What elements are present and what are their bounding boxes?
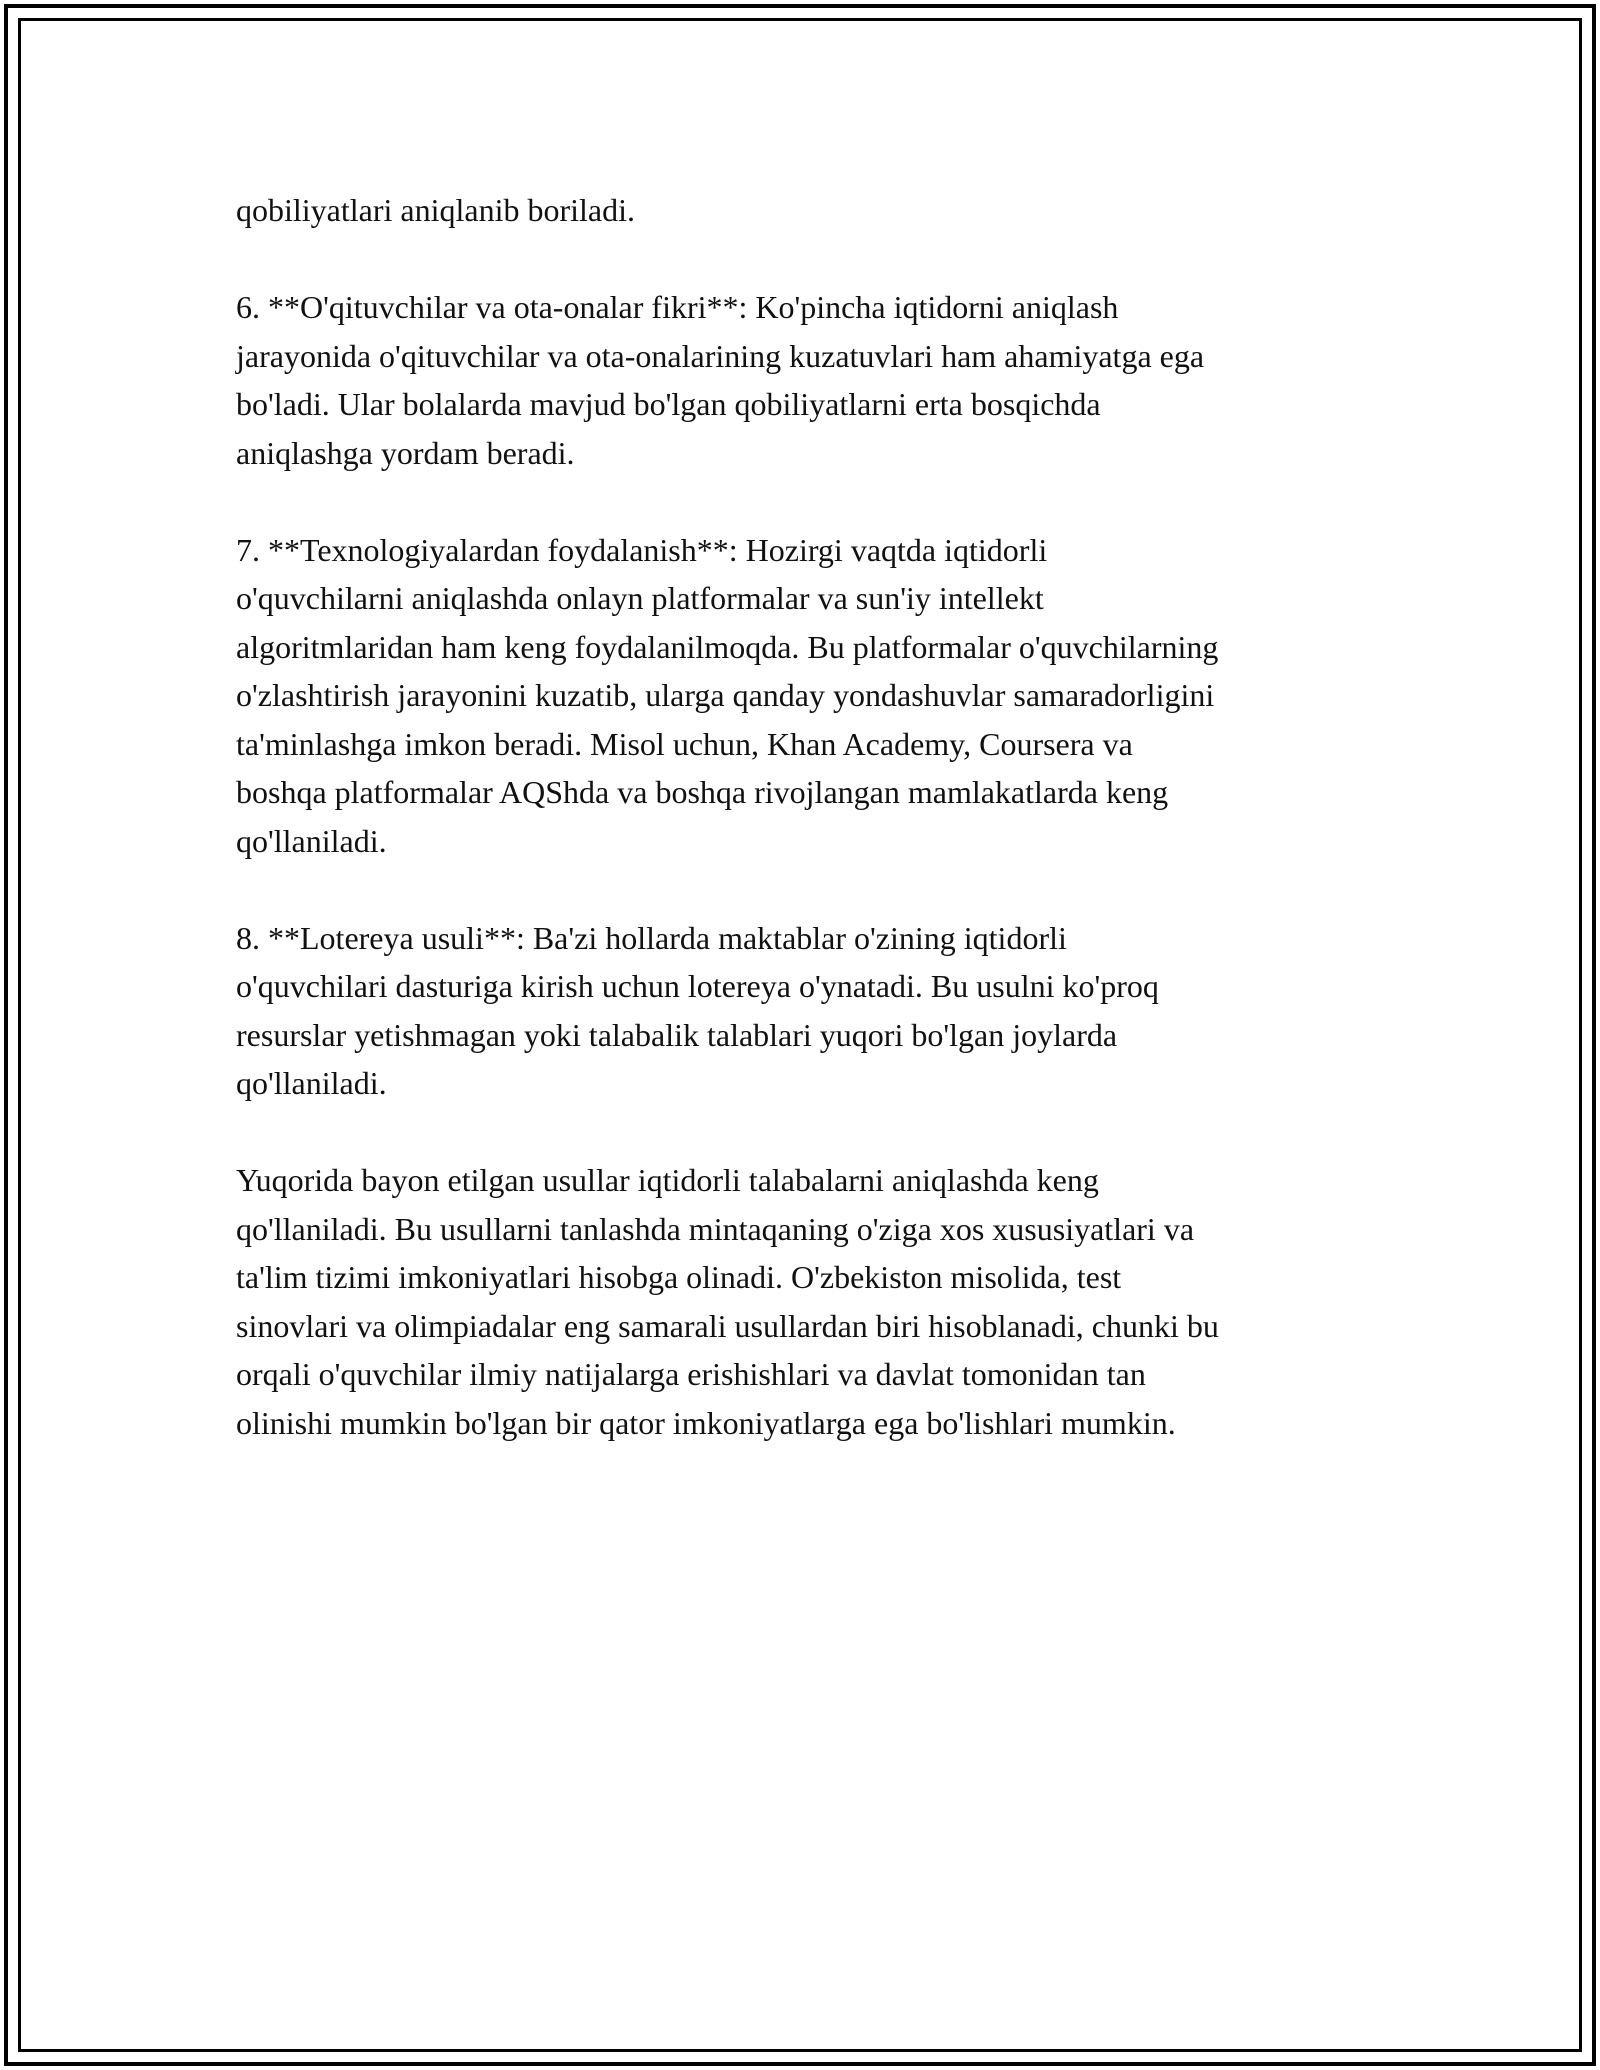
paragraph-item-6 <box>236 283 1386 477</box>
text-line: ta'minlashga imkon beradi. Misol uchun, Khan Academy, Coursera va <box>236 725 1133 762</box>
paragraph-item-8 <box>236 914 1386 1108</box>
text-line: ta'lim tizimi imkoniyatlari hisobga olinadi. O'zbekiston misolida, test <box>236 1259 1122 1295</box>
text-line: boshqa platformalar AQShda va boshqa rivojlangan mamlakatlarda keng <box>236 774 1169 810</box>
text-line: algoritmlaridan ham keng foydalanilmoqda. Bu platformalar o'quvchilarning <box>236 628 1219 665</box>
text-line: o'zlashtirish jarayonini kuzatib, ularga qanday yondashuvlar samaradorligini <box>236 677 1215 713</box>
text-line: qo'llaniladi. <box>236 822 387 859</box>
text-line: resurslar yetishmagan yoki talabalik talablari yuqori bo'lgan joylarda <box>236 1016 1118 1053</box>
text-line: qo'llaniladi. Bu usullarni tanlashda mintaqaning o'ziga xos xususiyatlari va <box>236 1210 1195 1247</box>
text-line: olinishi mumkin bo'lgan bir qator imkoniyatlarga ega bo'lishlari mumkin. <box>236 1404 1176 1441</box>
text-line: bo'ladi. Ular bolalarda mavjud bo'lgan qobiliyatlarni erta bosqichda <box>236 386 1101 422</box>
text-line: o'quvchilari dasturiga kirish uchun lotereya o'ynatadi. Bu usulni ko'proq <box>236 968 1159 1004</box>
text-line: Yuqorida bayon etilgan usullar iqtidorli talabalarni aniqlashda keng <box>236 1162 1099 1198</box>
paragraph-item-7 <box>236 526 1386 866</box>
document-body <box>236 186 1386 1496</box>
text-line: 8. **Lotereya usuli**: Ba'zi hollarda maktablar o'zining iqtidorli <box>236 919 1067 956</box>
text-line: 6. **O'qituvchilar va ota-onalar fikri**: Ko'pincha iqtidorni aniqlash <box>236 289 1119 325</box>
text-line: jarayonida o'qituvchilar va ota-onalarining kuzatuvlari ham ahamiyatga ega <box>236 337 1205 374</box>
paragraph-conclusion <box>236 1156 1386 1447</box>
text-line: o'quvchilarni aniqlashda onlayn platformalar va sun'iy intellekt <box>236 580 1044 616</box>
text-line: qobiliyatlari aniqlanib boriladi. <box>236 192 636 228</box>
text-line: qo'llaniladi. <box>236 1065 387 1101</box>
text-line: orqali o'quvchilar ilmiy natijalarga erishishlari va davlat tomonidan tan <box>236 1356 1146 1392</box>
text-line: 7. **Texnologiyalardan foydalanish**: Hozirgi vaqtda iqtidorli <box>236 531 1048 568</box>
text-line: sinovlari va olimpiadalar eng samarali usullardan biri hisoblanadi, chunki bu <box>236 1307 1219 1344</box>
paragraph-continuation <box>236 186 1386 235</box>
text-line: aniqlashga yordam beradi. <box>236 434 575 471</box>
